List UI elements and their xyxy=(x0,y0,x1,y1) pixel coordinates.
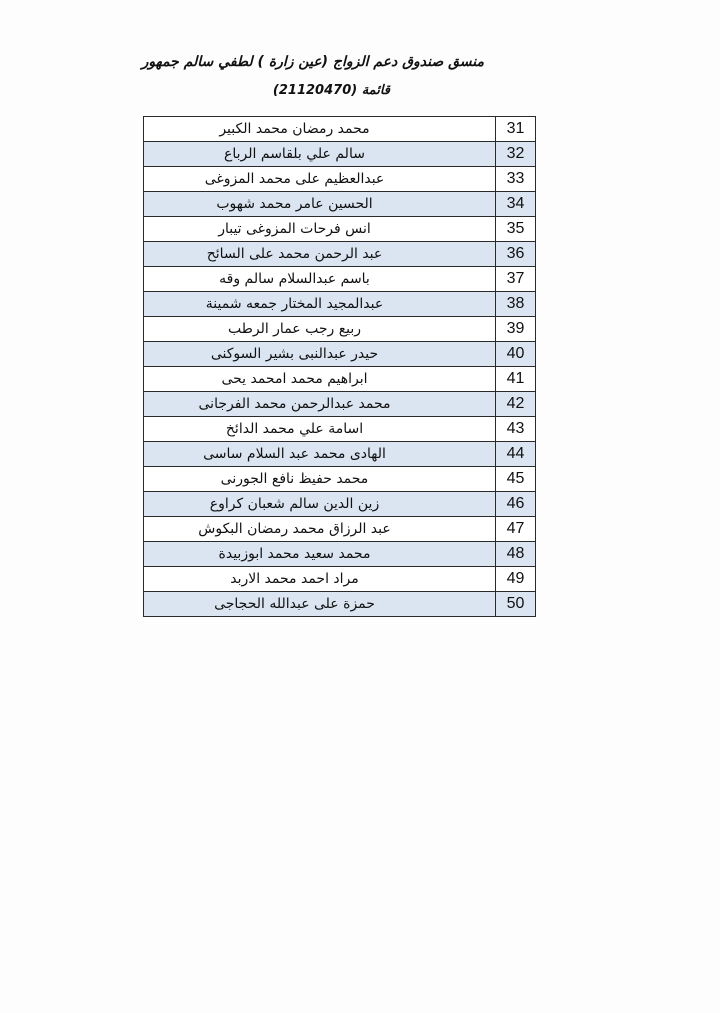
name-cell: عبد الرحمن محمد على السائح xyxy=(144,242,496,267)
row-number-cell: 34 xyxy=(496,192,536,217)
names-table-body xyxy=(144,117,536,617)
name-cell: عبدالمجيد المختار جمعه شمينة xyxy=(144,292,496,317)
row-number-cell: 41 xyxy=(496,367,536,392)
row-number-cell: 38 xyxy=(496,292,536,317)
table-row xyxy=(144,242,536,267)
name-cell: محمد رمضان محمد الكبير xyxy=(144,117,496,142)
name-cell: حيدر عبدالنبى بشير السوكنى xyxy=(144,342,496,367)
row-number-cell: 46 xyxy=(496,492,536,517)
name-cell: باسم عبدالسلام سالم وقه xyxy=(144,267,496,292)
table-row xyxy=(144,317,536,342)
table-row xyxy=(144,517,536,542)
table-row xyxy=(144,192,536,217)
row-number-cell: 40 xyxy=(496,342,536,367)
name-cell: عبد الرزاق محمد رمضان البكوش xyxy=(144,517,496,542)
row-number-cell: 36 xyxy=(496,242,536,267)
name-cell: محمد سعيد محمد ابوزبيدة xyxy=(144,542,496,567)
name-cell: زين الدين سالم شعبان كراوع xyxy=(144,492,496,517)
table-row xyxy=(144,267,536,292)
row-number-cell: 43 xyxy=(496,417,536,442)
table-row xyxy=(144,292,536,317)
row-number-cell: 33 xyxy=(496,167,536,192)
row-number-cell: 48 xyxy=(496,542,536,567)
table-row xyxy=(144,392,536,417)
name-cell: محمد حفيظ نافع الجورنى xyxy=(144,467,496,492)
name-cell: ابراهيم محمد امحمد يحى xyxy=(144,367,496,392)
row-number-cell: 39 xyxy=(496,317,536,342)
table-row xyxy=(144,492,536,517)
table-row xyxy=(144,342,536,367)
table-row xyxy=(144,592,536,617)
name-cell: انس فرحات المزوغى تيبار xyxy=(144,217,496,242)
row-number-cell: 37 xyxy=(496,267,536,292)
row-number-cell: 35 xyxy=(496,217,536,242)
name-cell: مراد احمد محمد الاربد xyxy=(144,567,496,592)
row-number-cell: 44 xyxy=(496,442,536,467)
table-row xyxy=(144,367,536,392)
table-row xyxy=(144,567,536,592)
table-row xyxy=(144,417,536,442)
name-cell: الهادى محمد عبد السلام ساسى xyxy=(144,442,496,467)
name-cell: سالم علي بلقاسم الرباع xyxy=(144,142,496,167)
table-row xyxy=(144,167,536,192)
name-cell: عبدالعظيم على محمد المزوغى xyxy=(144,167,496,192)
document-title: منسق صندوق دعم الزواج (عين زارة ) لطفي سالم جمهور xyxy=(141,54,484,70)
name-cell: الحسين عامر محمد شهوب xyxy=(144,192,496,217)
names-table xyxy=(143,116,536,617)
row-number-cell: 50 xyxy=(496,592,536,617)
table-row xyxy=(144,117,536,142)
row-number-cell: 45 xyxy=(496,467,536,492)
table-row xyxy=(144,467,536,492)
table-row xyxy=(144,142,536,167)
name-cell: اسامة علي محمد الدائخ xyxy=(144,417,496,442)
row-number-cell: 32 xyxy=(496,142,536,167)
row-number-cell: 49 xyxy=(496,567,536,592)
table-row xyxy=(144,442,536,467)
row-number-cell: 47 xyxy=(496,517,536,542)
table-row xyxy=(144,217,536,242)
row-number-cell: 42 xyxy=(496,392,536,417)
name-cell: حمزة على عبدالله الحجاجى xyxy=(144,592,496,617)
list-number: قائمة (21120470) xyxy=(272,83,390,98)
row-number-cell: 31 xyxy=(496,117,536,142)
name-cell: ربيع رجب عمار الرطب xyxy=(144,317,496,342)
table-row xyxy=(144,542,536,567)
name-cell: محمد عبدالرحمن محمد الفرجانى xyxy=(144,392,496,417)
